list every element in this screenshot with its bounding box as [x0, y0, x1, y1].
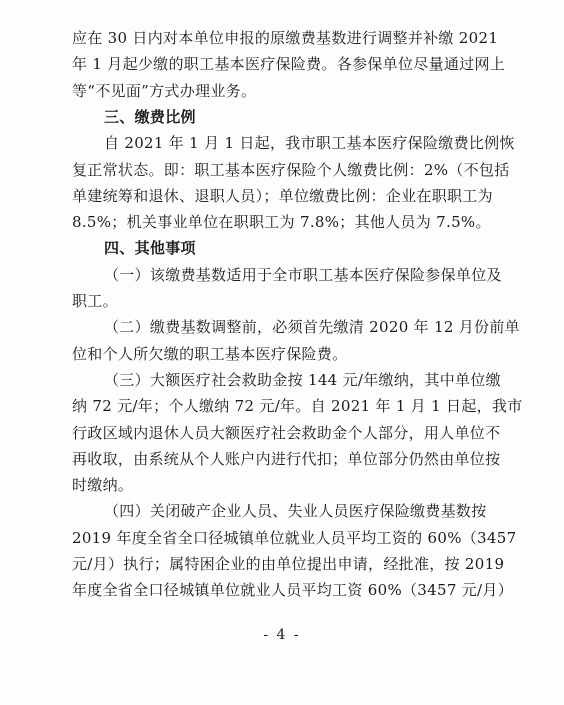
body-text-line: 自 2021 年 1 月 1 日起，我市职工基本医疗保险缴费比例恢	[104, 134, 515, 153]
page-number: - 4 -	[263, 627, 301, 643]
body-text-line: （三）大额医疗社会救助金按 144 元/年缴纳，其中单位缴	[104, 370, 501, 389]
body-text-line: 单建统筹和退休、退职人员）；单位缴费比例：企业在职职工为	[72, 186, 493, 205]
body-text-line: 位和个人所欠缴的职工基本医疗保险费。	[72, 344, 348, 363]
body-text-line: 应在 30 日内对本单位申报的原缴费基数进行调整并补缴 2021	[72, 29, 499, 47]
body-text-line: 再收取，由系统从个人账户内进行代扣；单位部分仍然由单位按	[72, 449, 501, 468]
body-text-line: 复正常状态。即：职工基本医疗保险个人缴费比例：2%（不包括	[72, 160, 510, 179]
section-heading: 四、其他事项	[104, 239, 196, 258]
body-text-line: （二）缴费基数调整前，必须首先缴清 2020 年 12 月份前单	[104, 318, 520, 337]
body-text-line: 2019 年度全省全口径城镇单位就业人员平均工资的 60%（3457	[72, 528, 517, 547]
body-text-line: 职工。	[72, 292, 118, 310]
body-text-line: 年 1 月起少缴的职工基本医疗保险费。各参保单位尽量通过网上	[72, 55, 506, 74]
body-text-line: 年度全省全口径城镇单位就业人员平均工资 60%（3457 元/月）	[72, 581, 514, 600]
body-text-line: （一）该缴费基数适用于全市职工基本医疗保险参保单位及	[104, 265, 502, 284]
body-text-line: 行政区域内退休人员大额医疗社会救助金个人部分，用人单位不	[72, 423, 501, 442]
body-text-line: 等“不见面”方式办理业务。	[72, 81, 257, 100]
body-text-line: 8.5%；机关事业单位在职职工为 7.8%；其他人员为 7.5%。	[72, 213, 491, 232]
body-text-line: 时缴纳。	[72, 476, 134, 495]
body-text-line: （四）关闭破产企业人员、失业人员医疗保险缴费基数按	[104, 502, 487, 521]
body-text-line: 纳 72 元/年；个人缴纳 72 元/年。自 2021 年 1 月 1 日起，我市	[72, 397, 523, 416]
section-heading: 三、缴费比例	[104, 107, 196, 126]
body-text-line: 元/月）执行；属特困企业的由单位提出申请，经批准，按 2019	[72, 555, 505, 573]
